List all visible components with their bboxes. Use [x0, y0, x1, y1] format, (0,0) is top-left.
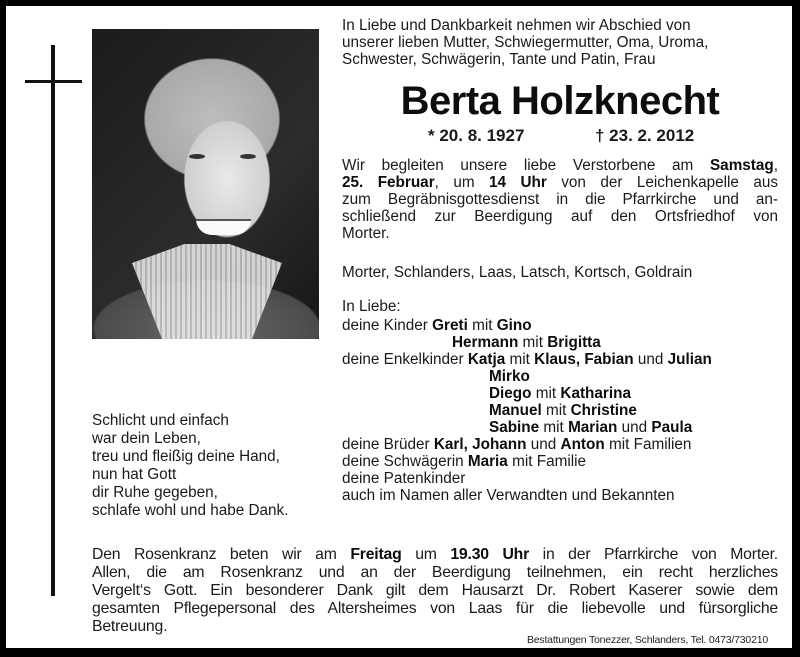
relatives-row: Sabine mit Marian und Paula: [489, 419, 693, 436]
relatives-row: Hermann mit Brigitta: [452, 334, 601, 351]
in-liebe-label: In Liebe:: [342, 298, 401, 315]
relatives-row: deine Brüder Karl, Johann und Anton mit Familien: [342, 436, 692, 453]
intro-text: In Liebe und Dankbarkeit nehmen wir Abschied von unserer lieben Mutter, Schwiegermutter, Oma, Uroma, Schwester, Schwägerin, Tante und Patin, Frau: [342, 17, 709, 68]
death-date: † 23. 2. 2012: [595, 126, 695, 145]
relatives-row: deine Kinder Greti mit Gino: [342, 317, 532, 334]
cross-icon-bar: [25, 80, 82, 83]
portrait-photo: [92, 29, 319, 339]
relatives-row: Diego mit Katharina: [489, 385, 631, 402]
cross-icon: [51, 45, 55, 596]
relatives-row: Mirko: [489, 368, 530, 385]
obituary-card: [6, 6, 792, 648]
birth-date: * 20. 8. 1927: [428, 126, 525, 145]
places-list: Morter, Schlanders, Laas, Latsch, Kortsch, Goldrain: [342, 264, 693, 281]
relatives-row: deine Enkelkinder Katja mit Klaus, Fabian und Julian: [342, 351, 712, 368]
life-dates: [342, 126, 778, 146]
memorial-poem: Schlicht und einfach war dein Leben, treu und fleißig deine Hand, nun hat Gott dir Ruhe gegeben, schlafe wohl und habe Dank.: [92, 412, 289, 519]
deceased-name: Berta Holzknecht: [400, 79, 720, 123]
relatives-row: auch im Namen aller Verwandten und Bekannten: [342, 487, 675, 504]
closing-thanks-text: Den Rosenkranz beten wir am Freitag um 19.30 Uhr in der Pfarrkirche von Morter. Allen, die am Rosenkranz und an der Beerdigung teilnehmen, ein recht herzliches Vergelt‘s Gott. Ein besonderer Dank gilt dem Hausarzt Dr. Robert Kaserer sowie dem gesamten Pflegepersonal des Altersheimes von Laas für die liebevolle und fürsorgliche Betreuung.: [92, 546, 778, 635]
relatives-row: deine Schwägerin Maria mit Familie: [342, 453, 587, 470]
relatives-row: Manuel mit Christine: [489, 402, 637, 419]
relatives-row: deine Patenkinder: [342, 470, 466, 487]
relatives-list: [342, 317, 782, 504]
funeral-home-credit: Bestattungen Tonezzer, Schlanders, Tel. 0473/730210: [526, 634, 768, 646]
funeral-service-text: Wir begleiten unsere liebe Verstorbene am Samstag, 25. Februar, um 14 Uhr von der Leichenkapelle aus zum Begräbnisgottesdienst in die Pfarrkirche und an- schließend zur Beerdigung auf den Ortsfriedhof von Morter.: [342, 157, 779, 242]
